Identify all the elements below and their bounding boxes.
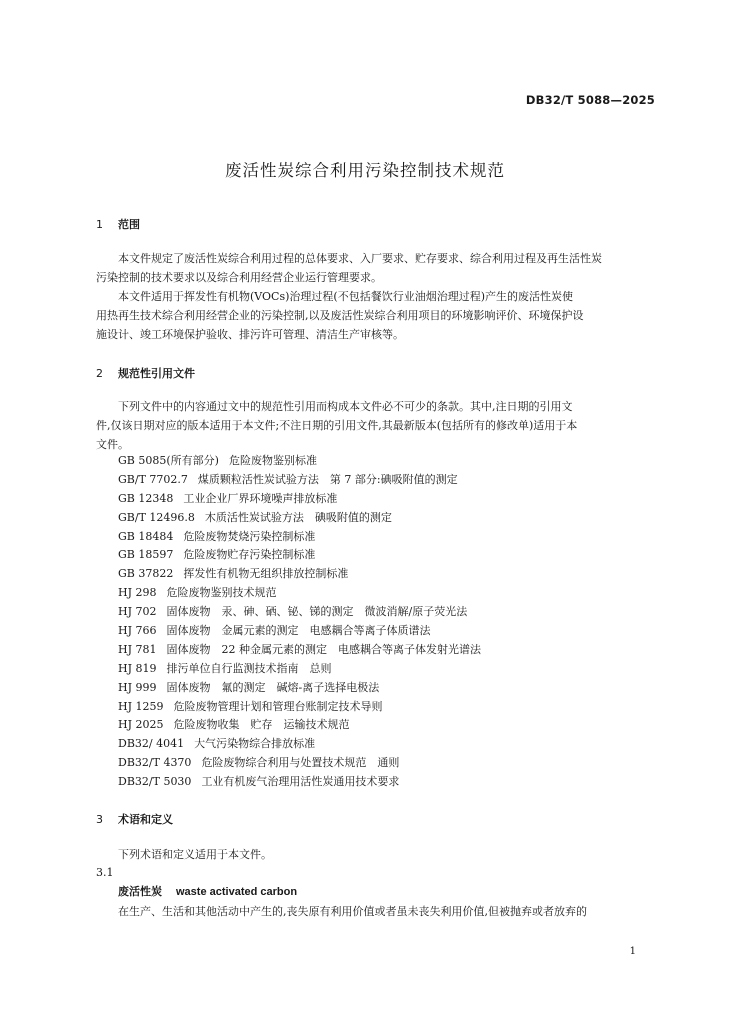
- term-number: 3.1: [96, 866, 114, 879]
- text-line: 文件。: [96, 438, 129, 451]
- text-line: 件,仅该日期对应的版本适用于本文件;不注日期的引用文件,其最新版本(包括所有的修改单)适用于本: [96, 419, 578, 432]
- term-entry: [118, 883, 297, 899]
- reference-item: [118, 679, 481, 698]
- section-heading-scope: [96, 216, 140, 232]
- reference-code: GB 37822: [118, 567, 174, 581]
- reference-code: HJ 819: [118, 661, 157, 675]
- paragraph-scope-2: [96, 287, 656, 344]
- paragraph-scope-1: [96, 249, 656, 287]
- reference-title: 危险废物鉴别标准: [228, 454, 317, 467]
- text-line: 下列术语和定义适用于本文件。: [118, 848, 272, 861]
- reference-code: HJ 2025: [118, 718, 164, 732]
- reference-title: 固体废物 氟的测定 碱熔-离子选择电极法: [166, 680, 380, 694]
- term-definition: 在生产、生活和其他活动中产生的,丧失原有利用价值或者虽未丧失利用价值,但被抛弃或者放弃的: [118, 905, 587, 918]
- reference-item: [118, 754, 481, 773]
- paragraph-terms-intro: [96, 845, 656, 864]
- reference-title: 煤质颗粒活性炭试验方法 第 7 部分:碘吸附值的测定: [197, 472, 458, 486]
- section-heading-normative-references: [96, 365, 195, 381]
- page-title: 废活性炭综合利用污染控制技术规范: [225, 161, 505, 180]
- text-line: 施设计、竣工环境保护验收、排污许可管理、清洁生产审核等。: [96, 328, 404, 341]
- reference-code: HJ 781: [118, 642, 157, 656]
- text-line: 用热再生技术综合利用经营企业的污染控制,以及废活性炭综合利用项目的环境影响评价、环境保护设: [96, 309, 584, 322]
- section-title: 术语和定义: [118, 813, 173, 826]
- reference-title: 挥发性有机物无组织排放控制标准: [183, 567, 349, 581]
- section-title: 规范性引用文件: [118, 367, 195, 380]
- reference-title: 固体废物 22 种金属元素的测定 电感耦合等离子体发射光谱法: [166, 642, 481, 656]
- reference-list: [118, 452, 481, 792]
- reference-item: [118, 622, 481, 641]
- section-number: 3: [96, 813, 103, 826]
- text-line: 下列文件中的内容通过文中的规范性引用而构成本文件必不可少的条款。其中,注日期的引用文: [118, 400, 573, 413]
- reference-code: HJ 766: [118, 624, 157, 638]
- term-english: waste activated carbon: [176, 886, 298, 898]
- reference-title: 危险废物鉴别技术规范: [166, 586, 277, 600]
- reference-item: [118, 528, 481, 547]
- reference-code: GB 18597: [118, 548, 174, 562]
- reference-title: 排污单位自行监测技术指南 总则: [166, 661, 332, 675]
- reference-title: 危险废物焚烧污染控制标准: [183, 529, 316, 543]
- section-heading-terms: [96, 811, 173, 827]
- reference-title: 危险废物贮存污染控制标准: [183, 548, 316, 562]
- reference-code: GB 12348: [118, 491, 174, 505]
- reference-title: 危险废物综合利用与处置技术规范 通则: [201, 756, 400, 770]
- reference-title: 固体废物 汞、砷、硒、铋、锑的测定 微波消解/原子荧光法: [166, 605, 468, 619]
- term-chinese: 废活性炭: [118, 885, 162, 898]
- reference-title: 危险废物收集 贮存 运输技术规范: [173, 718, 350, 732]
- reference-item: [118, 716, 481, 735]
- reference-item: [118, 452, 481, 471]
- text-line: 污染控制的技术要求以及综合利用经营企业运行管理要求。: [96, 271, 382, 284]
- section-number: 2: [96, 367, 103, 380]
- reference-code: GB 18484: [118, 529, 174, 543]
- reference-title: 危险废物管理计划和管理台账制定技术导则: [173, 699, 383, 713]
- reference-title: 大气污染物综合排放标准: [194, 737, 316, 751]
- paragraph-references-intro: [96, 397, 656, 454]
- section-title: 范围: [118, 218, 140, 231]
- reference-title: 工业有机废气治理用活性炭通用技术要求: [201, 775, 400, 789]
- reference-item: [118, 773, 481, 792]
- text-line: 本文件适用于挥发性有机物(VOCs)治理过程(不包括餐饮行业油烟治理过程)产生的废活性炭使: [118, 290, 573, 303]
- reference-item: [118, 698, 481, 717]
- reference-code: HJ 999: [118, 680, 157, 694]
- reference-item: [118, 509, 481, 528]
- reference-item: [118, 641, 481, 660]
- reference-item: [118, 546, 481, 565]
- reference-code: DB32/T 4370: [118, 756, 192, 770]
- reference-code: DB32/T 5030: [118, 775, 192, 789]
- reference-code: GB/T 7702.7: [118, 472, 188, 486]
- page-number: 1: [629, 946, 636, 957]
- reference-code: DB32/ 4041: [118, 737, 185, 751]
- reference-item: [118, 603, 481, 622]
- section-number: 1: [96, 218, 103, 231]
- reference-code: HJ 702: [118, 605, 157, 619]
- reference-item: [118, 490, 481, 509]
- text-line: 本文件规定了废活性炭综合利用过程的总体要求、入厂要求、贮存要求、综合利用过程及再生活性炭: [118, 252, 602, 265]
- reference-code: GB/T 12496.8: [118, 510, 195, 524]
- reference-code: GB 5085(所有部分): [118, 454, 219, 467]
- reference-title: 木质活性炭试验方法 碘吸附值的测定: [204, 510, 392, 524]
- reference-title: 固体废物 金属元素的测定 电感耦合等离子体质谱法: [166, 624, 431, 638]
- reference-item: [118, 584, 481, 603]
- reference-code: HJ 298: [118, 586, 157, 600]
- reference-title: 工业企业厂界环境噪声排放标准: [183, 491, 338, 505]
- reference-item: [118, 471, 481, 490]
- reference-item: [118, 735, 481, 754]
- reference-item: [118, 565, 481, 584]
- document-code: DB32/T 5088—2025: [525, 93, 655, 107]
- reference-code: HJ 1259: [118, 699, 164, 713]
- reference-item: [118, 660, 481, 679]
